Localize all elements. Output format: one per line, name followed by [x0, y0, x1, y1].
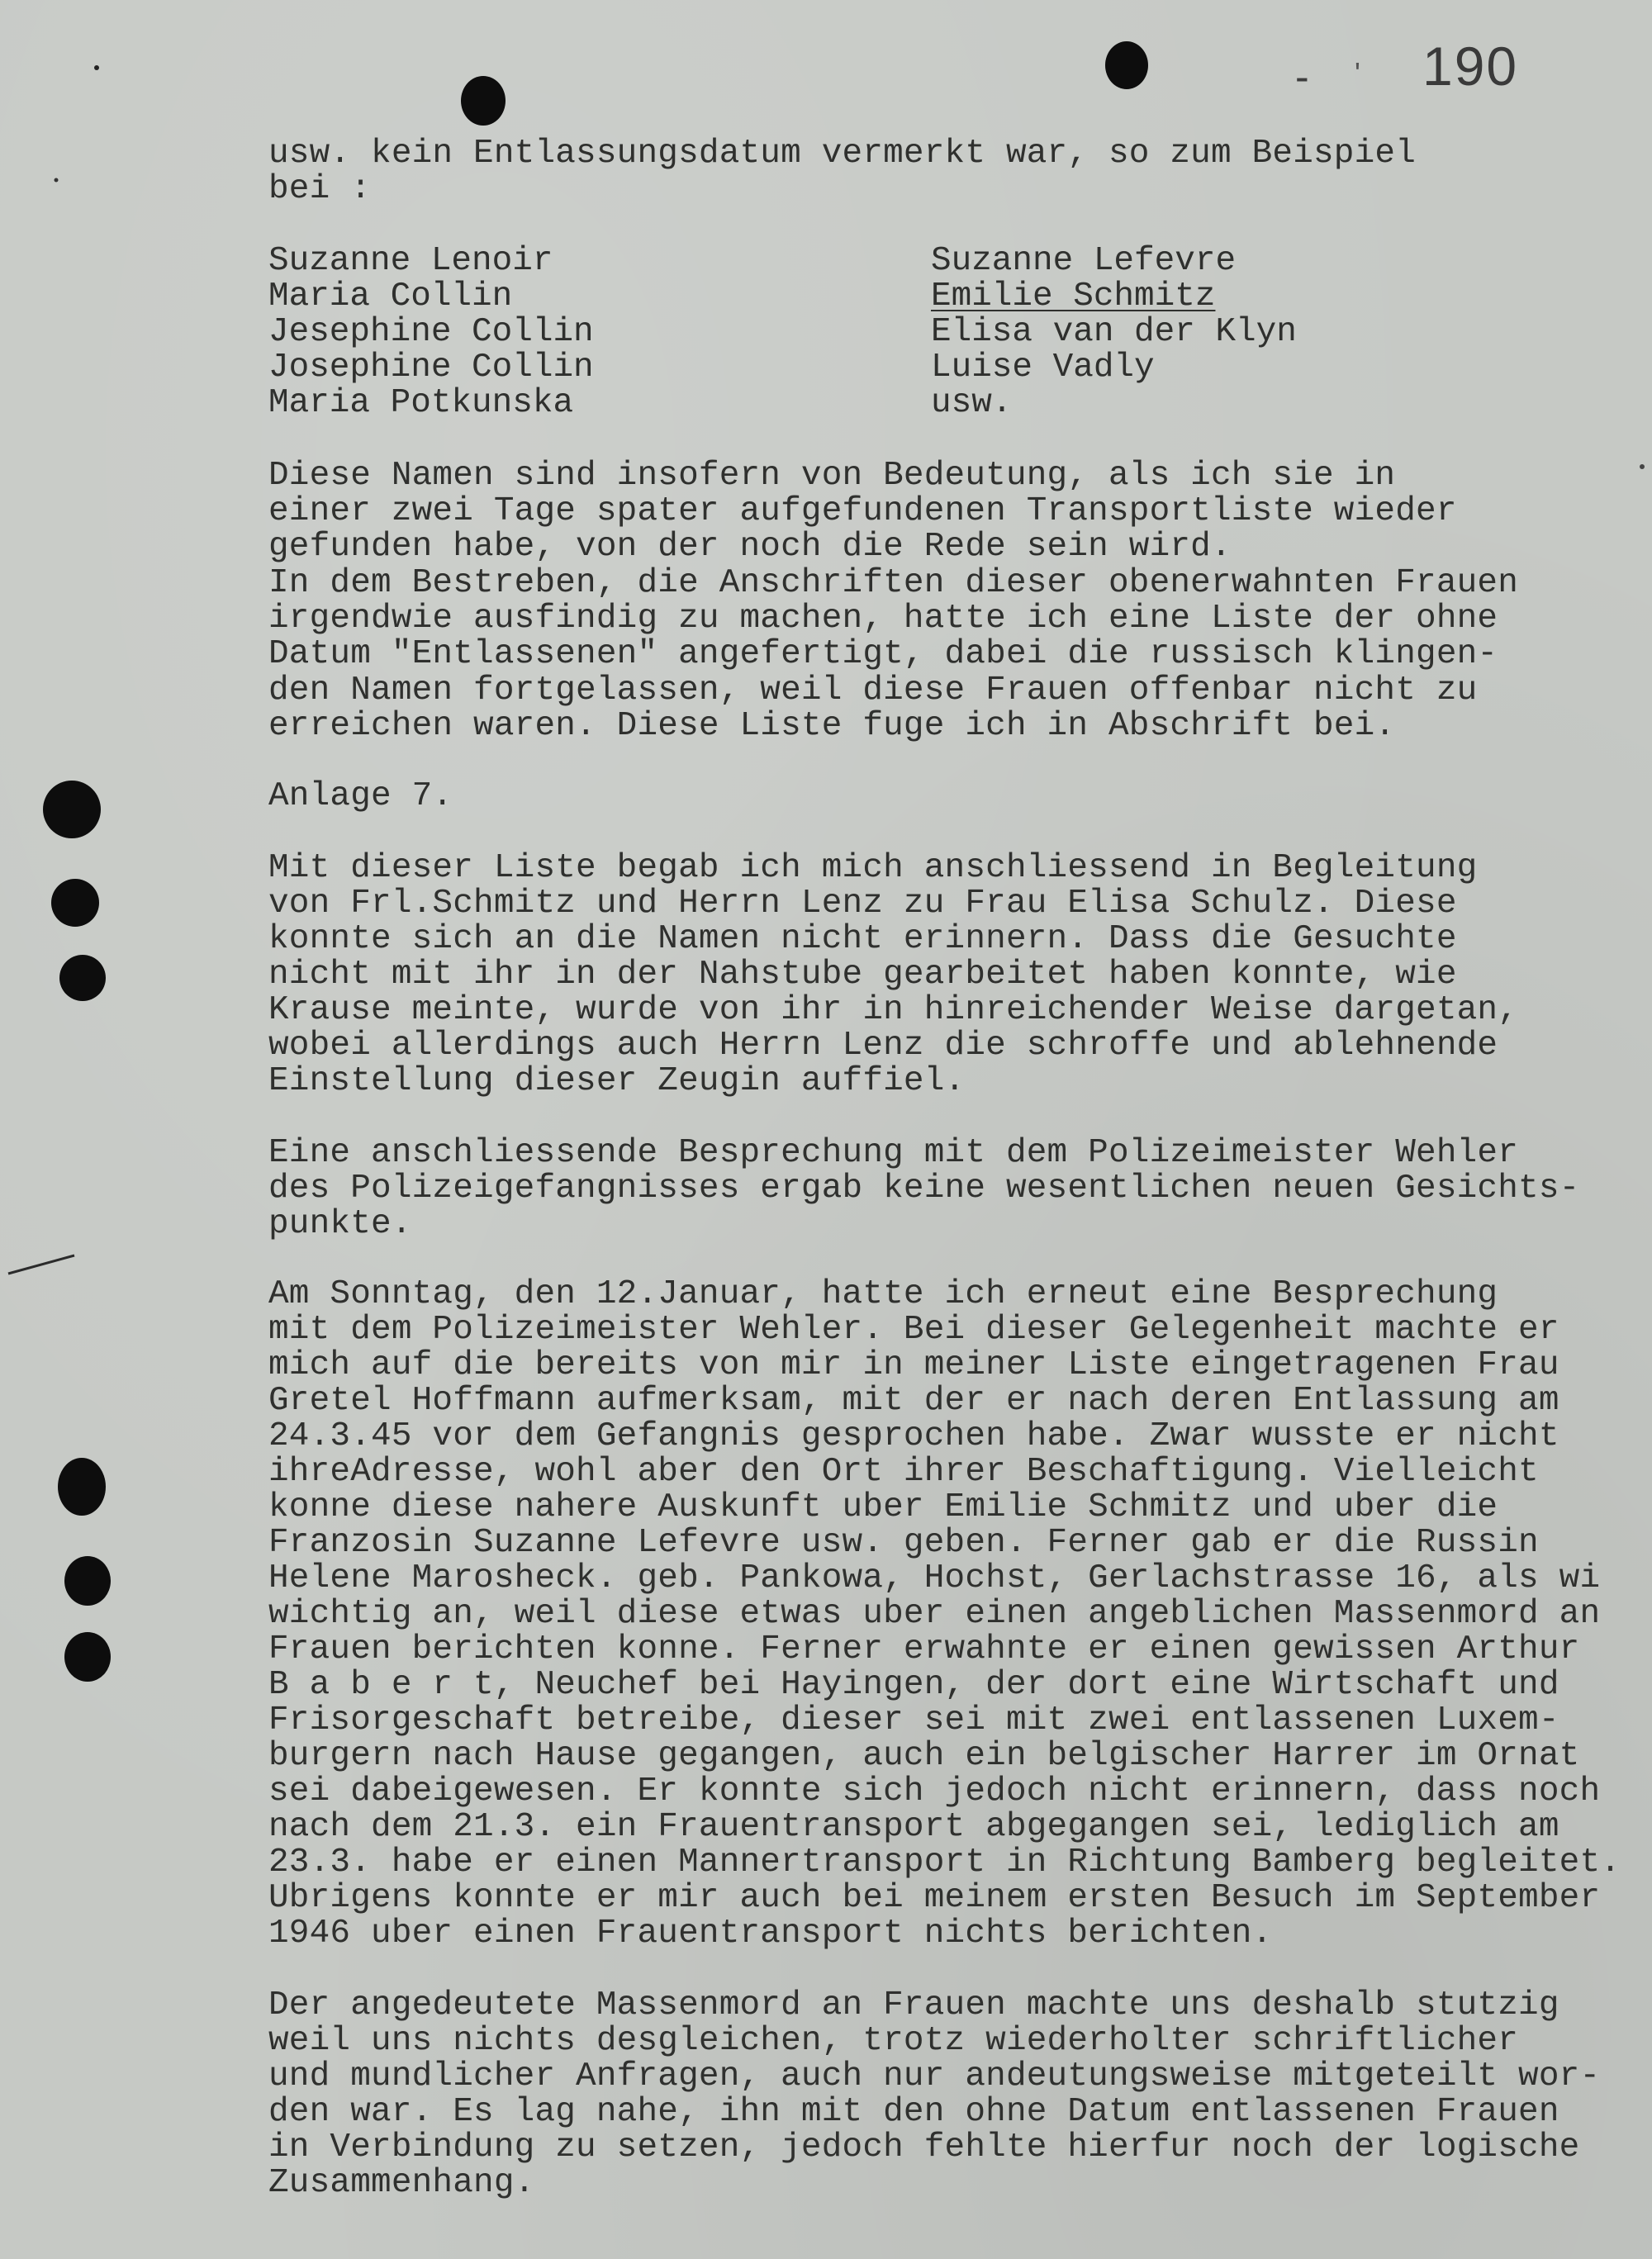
text-line: punkte.	[268, 1205, 412, 1243]
text-line: mich auf die bereits von mir in meiner Liste eingetragenen Frau	[268, 1346, 1559, 1384]
text-line: 24.3.45 vor dem Gefangnis gesprochen habe. Zwar wusste er nicht	[268, 1417, 1559, 1455]
text-line: wobei allerdings auch Herrn Lenz die schroffe und ablehnende	[268, 1027, 1498, 1065]
name-right: Luise Vadly	[931, 349, 1155, 387]
name-left: Josephine Collin	[268, 349, 594, 387]
name-right: Suzanne Lefevre	[931, 242, 1237, 280]
text-line: burgern nach Hause gegangen, auch ein belgischer Harrer im Ornat	[268, 1737, 1580, 1775]
attachment-note: Anlage 7.	[268, 777, 453, 815]
text-line: Frauen berichten konne. Ferner erwahnte er einen gewissen Arthur	[268, 1630, 1580, 1668]
text-line: B a b e r t, Neuchef bei Hayingen, der dort eine Wirtschaft und	[268, 1666, 1559, 1704]
text-line: ihreAdresse, wohl aber den Ort ihrer Beschaftigung. Vielleicht	[268, 1453, 1539, 1491]
name-right-underlined: Emilie Schmitz	[931, 278, 1216, 316]
text-line: in Verbindung zu setzen, jedoch fehlte hierfur noch der logische	[268, 2128, 1580, 2166]
text-line: irgendwie ausfindig zu machen, hatte ich eine Liste der ohne	[268, 600, 1498, 638]
top-tick-mark: '	[1355, 56, 1360, 90]
text-line: Einstellung dieser Zeugin auffiel.	[268, 1062, 966, 1100]
name-left: Maria Collin	[268, 278, 513, 316]
text-line: Am Sonntag, den 12.Januar, hatte ich erneut eine Besprechung	[268, 1275, 1498, 1313]
text-line: erreichen waren. Diese Liste fuge ich in Abschrift bei.	[268, 707, 1396, 745]
text-line: des Polizeigefangnisses ergab keine wesentlichen neuen Gesichts-	[268, 1170, 1580, 1208]
text-line: Mit dieser Liste begab ich mich anschliessend in Begleitung	[268, 849, 1478, 887]
top-dash-mark: -	[1295, 54, 1309, 100]
text-line: von Frl.Schmitz und Herrn Lenz zu Frau Elisa Schulz. Diese	[268, 885, 1457, 923]
name-left: Maria Potkunska	[268, 384, 574, 422]
text-line: Gretel Hoffmann aufmerksam, mit der er nach deren Entlassung am	[268, 1382, 1559, 1420]
text-line: nach dem 21.3. ein Frauentransport abgegangen sei, lediglich am	[268, 1808, 1559, 1846]
text-line: Helene Marosheck. geb. Pankowa, Hochst, Gerlachstrasse 16, als wi	[268, 1559, 1601, 1597]
name-left: Suzanne Lenoir	[268, 242, 553, 280]
text-line: nicht mit ihr in der Nahstube gearbeitet haben konnte, wie	[268, 956, 1457, 994]
text-line: Der angedeutete Massenmord an Frauen machte uns deshalb stutzig	[268, 1986, 1559, 2024]
text-line: Datum "Entlassenen" angefertigt, dabei die russisch klingen-	[268, 635, 1498, 673]
text-line: mit dem Polizeimeister Wehler. Bei dieser Gelegenheit machte er	[268, 1311, 1559, 1349]
text-line: Krause meinte, wurde von ihr in hinreichender Weise dargetan,	[268, 991, 1519, 1029]
text-line: und mundlicher Anfragen, auch nur andeutungsweise mitgeteilt wor-	[268, 2057, 1601, 2095]
text-line: Franzosin Suzanne Lefevre usw. geben. Ferner gab er die Russin	[268, 1524, 1539, 1562]
text-line: den war. Es lag nahe, ihn mit den ohne Datum entlassenen Frauen	[268, 2093, 1559, 2131]
text-line: 23.3. habe er einen Mannertransport in Richtung Bamberg begleitet.	[268, 1844, 1621, 1882]
text-line: Diese Namen sind insofern von Bedeutung, als ich sie in	[268, 457, 1396, 495]
intro-line: usw. kein Entlassungsdatum vermerkt war, so zum Beispiel	[268, 135, 1417, 173]
page-number: 190	[1422, 36, 1519, 97]
text-line: einer zwei Tage spater aufgefundenen Transportliste wieder	[268, 492, 1457, 530]
name-left: Jesephine Collin	[268, 313, 594, 351]
text-line: Frisorgeschaft betreibe, dieser sei mit zwei entlassenen Luxem-	[268, 1701, 1559, 1739]
text-line: konnte sich an die Namen nicht erinnern. Dass die Gesuchte	[268, 920, 1457, 958]
text-line: sei dabeigewesen. Er konnte sich jedoch nicht erinnern, dass noch	[268, 1773, 1601, 1811]
text-line: wichtig an, weil diese etwas uber einen angeblichen Massenmord an	[268, 1595, 1601, 1633]
name-right: usw.	[931, 384, 1013, 422]
text-line: Ubrigens konnte er mir auch bei meinem ersten Besuch im September	[268, 1879, 1601, 1917]
text-line: Eine anschliessende Besprechung mit dem Polizeimeister Wehler	[268, 1134, 1519, 1172]
text-line: den Namen fortgelassen, weil diese Frauen offenbar nicht zu	[268, 672, 1478, 709]
text-line: Zusammenhang.	[268, 2164, 535, 2202]
text-line: gefunden habe, von der noch die Rede sein wird.	[268, 528, 1232, 566]
text-line: weil uns nichts desgleichen, trotz wiederholter schriftlicher	[268, 2022, 1519, 2060]
text-line: In dem Bestreben, die Anschriften dieser obenerwahnten Frauen	[268, 564, 1519, 602]
name-right: Elisa van der Klyn	[931, 313, 1297, 351]
text-line: 1946 uber einen Frauentransport nichts berichten.	[268, 1915, 1273, 1953]
text-line: konne diese nahere Auskunft uber Emilie Schmitz und uber die	[268, 1488, 1498, 1526]
intro-line: bei :	[268, 170, 372, 208]
